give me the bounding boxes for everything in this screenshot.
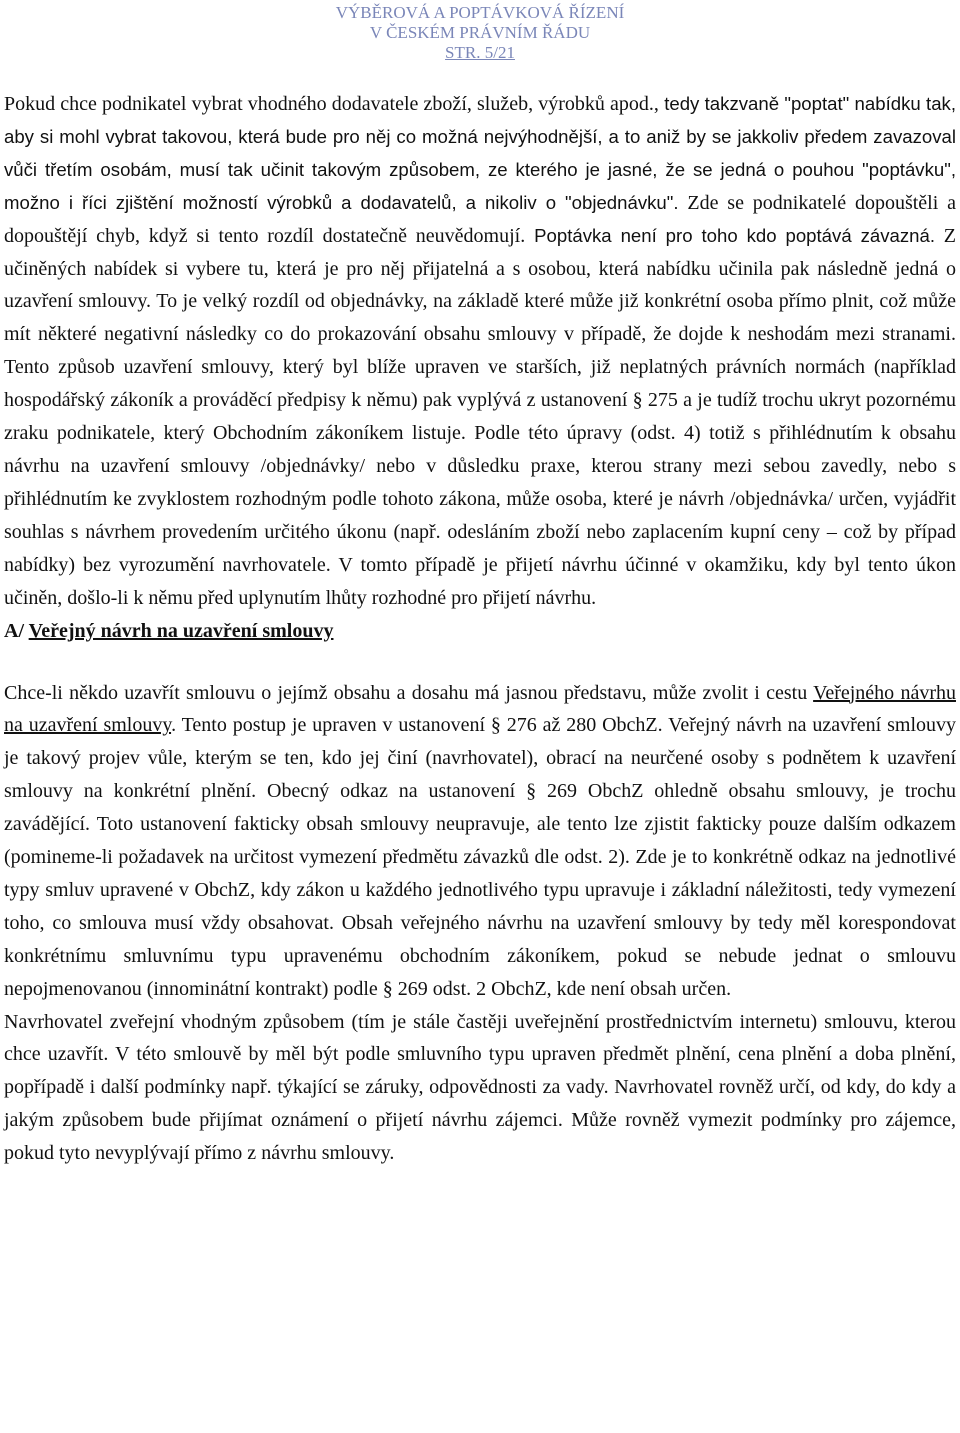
intro-paragraph: [4, 88, 956, 615]
section-paragraph-1-rest: . Tento postup je upraven v ustanovení § 276 až 280 ObchZ. Veřejný návrh na uzavření smlouvy je takový projev vůle, kterým se ten, kdo jej činí (navrhovatel), obrací na neurčené osoby s podnětem k uzavření smlouvy na konkrétní plnění. Obecný odkaz na ustanovení § 269 ObchZ ohledně obsahu smlouvy, je trochu zavádějící. Toto ustanovení fakticky obsah smlouvy neupravuje, ale tento lze zjistit fakticky pouze dalším odkazem (pomineme-li požadavek na určitost vymezení předmětu závazků dle odst. 2). Zde je to konkrétně odkaz na jednotlivé typy smluv upravené v ObchZ, kdy zákon u každého jednotlivého typu upravuje i základní náležitosti, tedy vymezení toho, co smlouva musí vždy obsahovat. Obsah veřejného návrhu na uzavření smlouvy by tedy měl korespondovat konkrétnímu smluvnímu typu upravenému obchodním zákoníkem, pokud se nebude jednat o smlouvu nepojmenovanou (innominátní kontrakt) podle § 269 odst. 2 ObchZ, kde není obsah určen.: [4, 714, 956, 1000]
section-paragraph-1-start: Chce-li někdo uzavřít smlouvu o jejímž obsahu a dosahu má jasnou představu, může zvolit i cestu: [4, 681, 814, 704]
section-paragraph-1-underlined: Veřejného návrhu na uzavření smlouvy: [4, 681, 956, 737]
section-prefix: A/: [4, 619, 29, 642]
section-paragraph-2: Navrhovatel zveřejní vhodným způsobem (tím je stále častěji uveřejnění prostřednictvím internetu) smlouvu, kterou chce uzavřít. V této smlouvě by měl být podle smluvního typu upraven předmět plnění, cena plnění a doba plnění, popřípadě i další podmínky např. týkající se záruky, odpovědnosti za vady. Navrhovatel rovněž určí, od kdy, do kdy a jakým způsobem bude přijímat oznámení o přijetí návrhu zájemci. Může rovněž vymezit podmínky pro zájemce, pokud tyto nevyplývají přímo z návrhu smlouvy.: [4, 1010, 956, 1165]
intro-sentence-4: Poptávka není pro toho kdo poptává závazná.: [525, 224, 936, 246]
section-heading: [4, 615, 956, 647]
section-title: Veřejný návrh na uzavření smlouvy: [28, 619, 334, 642]
intro-sentence-5: Z učiněných nabídek si vybere tu, která je pro něj přijatelná a s osobou, která nabídku učinila pak následně jedná o uzavření smlouvy.: [4, 224, 956, 313]
running-header: [0, 3, 960, 63]
document-body: [4, 88, 956, 1170]
intro-sentence-3: Zde se podnikatelé dopouštěli a dopouštějí chyb, když si tento rozdíl dostatečně neuvědomují.: [4, 191, 956, 247]
header-title-line-1: VÝBĚROVÁ A POPTÁVKOVÁ ŘÍZENÍ: [335, 3, 625, 22]
section-paragraph-1: [4, 677, 956, 1006]
intro-sentence-1: Pokud chce podnikatel vybrat vhodného dodavatele zboží, služeb, výrobků apod.,: [4, 93, 659, 115]
intro-sentence-2: tedy takzvaně "poptat" nabídku tak, aby si mohl vybrat takovou, která bude pro něj co možná nejvýhodnější, a to aniž by se jakkoliv předem zavazoval vůči třetím osobám, musí tak učinit takovým způsobem, ze kterého je jasné, že se jedná o pouhou "poptávku", možno i říci zjištění možností výrobků a dodavatelů, a nikoliv o "objednávku".: [4, 93, 956, 213]
intro-sentence-6: To je velký rozdíl od objednávky, na základě které může již konkrétní osoba přímo plnit, což může mít některé negativní následky co do prokazování obsahu smlouvy v případě, že dojde k neshodám mezi stranami. Tento způsob uzavření smlouvy, který byl blíže upraven ve starších, již neplatných právních normách (například hospodářský zákoník a prováděcí předpisy k němu) pak vyplývá z ustanovení § 275 a je tudíž trochu ukryt pozornému zraku podnikatele, který Obchodním zákoníkem listuje. Podle této úpravy (odst. 4) totiž s přihlédnutím k obsahu návrhu na uzavření smlouvy /objednávky/ nebo v důsledku praxe, kterou strany mezi sebou zavedly, nebo s přihlédnutím ke zvyklostem rozhodným podle tohoto zákona, může osoba, které je návrh /objednávka/ určen, vyjádřit souhlas s návrhem provedením určitého úkonu (např. odesláním zboží nebo zaplacením kupní ceny – což by případ nabídky) bez vyrozumění navrhovatele. V tomto případě je přijetí návrhu účinné v okamžiku, kdy byl tento úkon učiněn, došlo-li k němu před uplynutím lhůty rozhodné pro přijetí návrhu.: [4, 290, 956, 609]
page-number: STR. 5/21: [445, 43, 515, 62]
header-title-line-2: V ČESKÉM PRÁVNÍM ŘÁDU: [369, 23, 591, 42]
